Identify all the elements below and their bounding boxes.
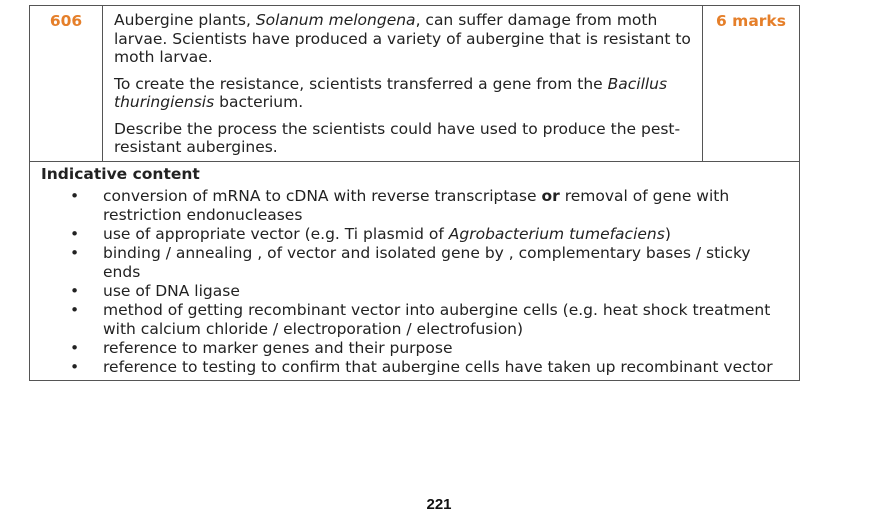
question-marks: 6 marks: [703, 6, 800, 162]
bullet-icon: •: [70, 224, 80, 243]
list-item: [70, 224, 789, 244]
list-item: [70, 186, 789, 225]
question-row: [30, 6, 800, 162]
list-item-text: use of appropriate vector (e.g. Ti plasmid of: [103, 224, 449, 243]
bullet-icon: •: [70, 186, 80, 205]
list-item-text: reference to marker genes and their purpose: [103, 338, 453, 357]
question-table: [29, 5, 800, 381]
question-paragraph-2: [114, 75, 692, 112]
list-item-text: ): [664, 224, 671, 243]
indicative-content-heading: Indicative content: [41, 164, 200, 183]
question-text-fragment: Aubergine plants,: [114, 11, 256, 29]
list-item: [70, 243, 789, 282]
bullet-icon: •: [70, 300, 80, 319]
list-item-emphasis: or: [541, 186, 560, 205]
question-text-fragment: , can suffer damage from moth larvae. Scientists have produced a variety of aubergine that is resistant to moth larvae.: [114, 11, 691, 66]
bullet-icon: •: [70, 281, 80, 300]
question-paragraph-3: Describe the process the scientists could have used to produce the pest-resistant aubergines.: [114, 119, 681, 156]
list-item-text: binding / annealing , of vector and isolated gene by , complementary bases / sticky ends: [103, 243, 751, 281]
list-item: [70, 357, 789, 377]
species-name: Solanum melongena: [255, 11, 416, 29]
list-item-text: conversion of mRNA to cDNA with reverse transcriptase: [103, 186, 542, 205]
indicative-content-row: [30, 161, 800, 380]
bullet-icon: •: [70, 243, 80, 262]
question-number: 606: [30, 6, 103, 162]
list-item-text: removal of gene with restriction endonucleases: [103, 186, 730, 224]
question-text-fragment: To create the resistance, scientists transferred a gene from the: [114, 74, 608, 93]
list-item: [70, 338, 789, 358]
list-item-text: method of getting recombinant vector into aubergine cells (e.g. heat shock treatment with calcium chloride / electroporation / electrofusion): [103, 300, 771, 338]
bullet-icon: •: [70, 338, 80, 357]
question-text: [103, 6, 703, 162]
list-item-text: reference to testing to confirm that aubergine cells have taken up recombinant vector: [103, 357, 773, 376]
indicative-content-cell: [30, 161, 800, 380]
question-text-fragment: bacterium.: [214, 93, 304, 111]
page-number: 221: [426, 496, 452, 513]
list-item: [70, 281, 789, 301]
question-paragraph-1: [114, 11, 692, 67]
list-item-text: use of DNA ligase: [103, 281, 240, 300]
mark-scheme-sheet: [29, 5, 799, 381]
indicative-content-list: [41, 187, 789, 377]
bacterium-name: Bacillus thuringiensis: [114, 74, 668, 111]
list-item-emphasis: Agrobacterium tumefaciens: [448, 224, 665, 243]
list-item: [70, 300, 789, 339]
bullet-icon: •: [70, 357, 80, 376]
